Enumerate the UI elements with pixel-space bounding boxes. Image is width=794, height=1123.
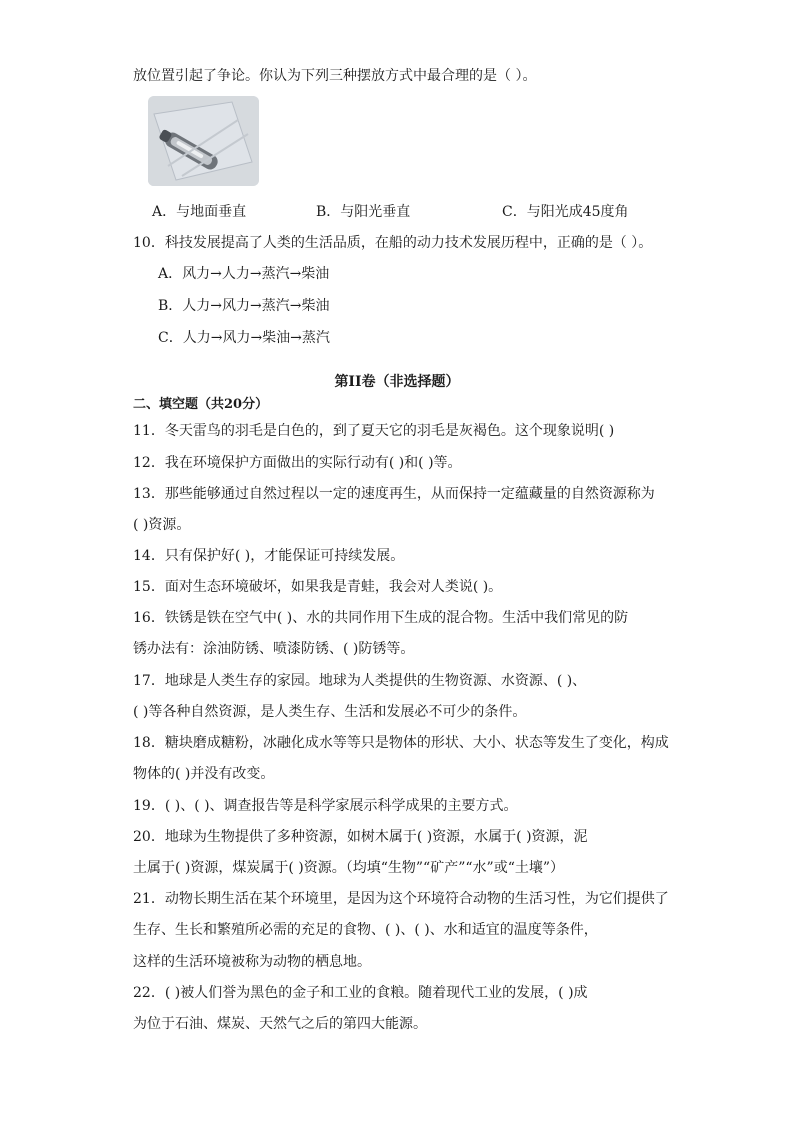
question-15: 15．面对生态环境破坏，如果我是青蛙，我会对人类说( )。 <box>133 579 503 595</box>
question-22-line-1: 22．( )被人们誉为黑色的金子和工业的食粮。随着现代工业的发展，( )成 <box>133 985 588 1001</box>
question-13-line-1: 13．那些能够通过自然过程以一定的速度再生，从而保持一定蕴藏量的自然资源称为 <box>133 486 655 502</box>
question-22-line-2: 为位于石油、煤炭、天然气之后的第四大能源。 <box>133 1016 427 1032</box>
q10-option-c: C．人力→风力→柴油→蒸汽 <box>158 330 330 346</box>
q10-option-b: B．人力→风力→蒸汽→柴油 <box>158 298 330 314</box>
question-16-line-2: 锈办法有：涂油防锈、喷漆防锈、( )防锈等。 <box>133 641 415 657</box>
solar-panel-illustration <box>148 96 259 186</box>
q10-option-a: A．风力→人力→蒸汽→柴油 <box>158 266 330 282</box>
q9-stem-tail: 放位置引起了争论。你认为下列三种摆放方式中最合理的是（ ）。 <box>133 68 537 84</box>
question-13-line-2: ( )资源。 <box>133 517 191 533</box>
fill-blank-section-heading: 二、填空题（共20分） <box>133 397 269 412</box>
question-20-line-1: 20．地球为生物提供了多种资源，如树木属于( )资源，水属于( )资源，泥 <box>133 829 588 845</box>
question-17-line-2: ( )等各种自然资源，是人类生存、生活和发展必不可少的条件。 <box>133 704 527 720</box>
question-19: 19．( )、( )、调查报告等是科学家展示科学成果的主要方式。 <box>133 798 518 814</box>
q10-stem: 10．科技发展提高了人类的生活品质，在船的动力技术发展历程中，正确的是（ ）。 <box>133 235 653 251</box>
question-20-line-2: 土属于( )资源，煤炭属于( )资源。（均填“生物”“矿产”“水”或“土壤”） <box>133 860 565 876</box>
q9-option-a: A．与地面垂直 <box>152 204 247 220</box>
question-18-line-2: 物体的( )并没有改变。 <box>133 766 275 782</box>
question-16-line-1: 16．铁锈是铁在空气中( )、水的共同作用下生成的混合物。生活中我们常见的防 <box>133 610 629 626</box>
solar-panel-photo <box>148 96 259 186</box>
question-21-line-2: 生存、生长和繁殖所必需的充足的食物、( )、( )、水和适宜的温度等条件， <box>133 922 598 938</box>
question-21-line-1: 21．动物长期生活在某个环境里，是因为这个环境符合动物的生活习性，为它们提供了 <box>133 891 669 907</box>
q9-option-c: C．与阳光成45度角 <box>502 204 629 220</box>
question-21-line-3: 这样的生活环境被称为动物的栖息地。 <box>133 954 371 970</box>
question-17-line-1: 17．地球是人类生存的家园。地球为人类提供的生物资源、水资源、( )、 <box>133 673 587 689</box>
q9-option-b: B．与阳光垂直 <box>316 204 411 220</box>
question-11: 11．冬天雷鸟的羽毛是白色的，到了夏天它的羽毛是灰褐色。这个现象说明( ) <box>133 423 615 439</box>
question-14: 14．只有保护好( )，才能保证可持续发展。 <box>133 548 405 564</box>
question-18-line-1: 18．糖块磨成糖粉，冰融化成水等等只是物体的形状、大小、状态等发生了变化，构成 <box>133 735 669 751</box>
part-two-title: 第II卷（非选择题） <box>334 374 460 390</box>
question-12: 12．我在环境保护方面做出的实际行动有( )和( )等。 <box>133 455 462 471</box>
